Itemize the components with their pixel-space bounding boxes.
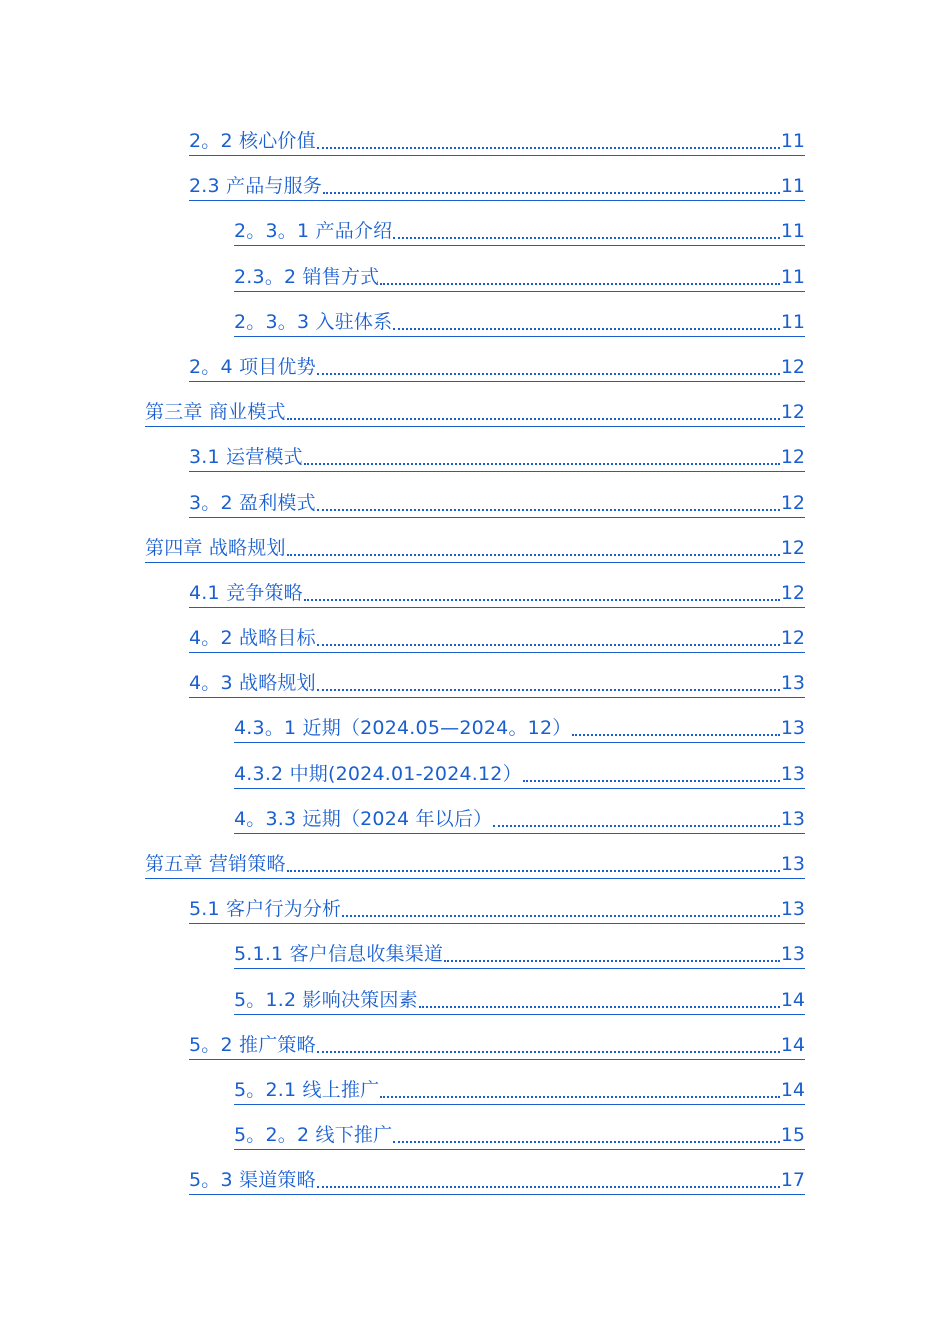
- toc-entry-title: 5。3 渠道策略: [189, 1169, 316, 1192]
- toc-entry-title: 2。4 项目优势: [189, 355, 316, 378]
- toc-dot-leader: [393, 1141, 780, 1143]
- toc-entry: [0, 1022, 950, 1067]
- toc-link[interactable]: [145, 534, 805, 563]
- toc-link[interactable]: [234, 1076, 805, 1105]
- toc-entry-title: 5。2。2 线下推广: [234, 1124, 393, 1147]
- toc-page-number: 12: [780, 355, 805, 378]
- toc-link[interactable]: [234, 308, 805, 337]
- toc-page-number: 13: [780, 672, 805, 695]
- toc-dot-leader: [342, 915, 780, 917]
- toc-page-number: 13: [780, 943, 805, 966]
- toc-entry: [0, 525, 950, 570]
- toc-entry: [0, 615, 950, 660]
- toc-entry-title: 第四章 战略规划: [145, 536, 286, 559]
- toc-page-number: 11: [780, 175, 805, 198]
- toc-entry: [0, 118, 950, 163]
- toc-entry-title: 2。3。1 产品介绍: [234, 220, 393, 243]
- toc-page-number: 13: [780, 853, 805, 875]
- toc-page-number: 14: [780, 1033, 805, 1056]
- toc-dot-leader: [393, 328, 780, 330]
- toc-entry: [0, 1067, 950, 1112]
- toc-dot-leader: [317, 644, 780, 646]
- toc-entry: [0, 1157, 950, 1202]
- toc-dot-leader: [323, 192, 780, 194]
- toc-entry-title: 5。2.1 线上推广: [234, 1078, 380, 1101]
- toc-link[interactable]: [234, 760, 805, 789]
- toc-link[interactable]: [234, 263, 805, 292]
- toc-page-number: 11: [780, 130, 805, 152]
- toc-entry: [0, 796, 950, 841]
- toc-dot-leader: [287, 554, 780, 556]
- toc-link[interactable]: [145, 398, 805, 427]
- toc-link[interactable]: [234, 714, 805, 743]
- toc-link[interactable]: [189, 1166, 805, 1195]
- toc-page-number: 12: [780, 491, 805, 514]
- toc-entry-title: 4.3。1 近期（2024.05—2024。12）: [234, 717, 572, 740]
- toc-entry-title: 4。3 战略规划: [189, 672, 316, 695]
- toc-dot-leader: [317, 1051, 780, 1053]
- toc-entry: [0, 163, 950, 208]
- toc-entry-title: 第五章 营销策略: [145, 853, 286, 875]
- toc-entry: [0, 931, 950, 976]
- toc-entry-title: 4。2 战略目标: [189, 627, 316, 650]
- toc-dot-leader: [317, 689, 780, 691]
- toc-entry-title: 5.1.1 客户信息收集渠道: [234, 943, 444, 966]
- toc-entry-title: 2.3 产品与服务: [189, 175, 323, 198]
- toc-entry-title: 2.3。2 销售方式: [234, 265, 380, 288]
- toc-dot-leader: [523, 780, 780, 782]
- toc-link[interactable]: [145, 850, 805, 879]
- toc-entry: [0, 660, 950, 705]
- toc-link[interactable]: [234, 1121, 805, 1150]
- toc-link[interactable]: [189, 172, 805, 201]
- toc-dot-leader: [317, 509, 780, 511]
- toc-entry-title: 3。2 盈利模式: [189, 491, 316, 514]
- toc-dot-leader: [572, 734, 779, 736]
- toc-page-number: 14: [780, 988, 805, 1011]
- toc-link[interactable]: [189, 895, 805, 924]
- toc-link[interactable]: [234, 940, 805, 969]
- toc-entry-title: 4.3.2 中期(2024.01-2024.12）: [234, 762, 522, 785]
- toc-page-number: 12: [780, 446, 805, 469]
- toc-dot-leader: [317, 147, 780, 149]
- toc-dot-leader: [419, 1006, 780, 1008]
- toc-entry: [0, 751, 950, 796]
- toc-entry: [0, 254, 950, 299]
- toc-link[interactable]: [189, 353, 805, 382]
- toc-entry: [0, 434, 950, 479]
- toc-link[interactable]: [189, 443, 805, 472]
- toc-entry: [0, 886, 950, 931]
- toc-page-number: 13: [780, 717, 805, 740]
- toc-entry-title: 3.1 运营模式: [189, 446, 303, 469]
- toc-entry-title: 5。2 推广策略: [189, 1033, 316, 1056]
- toc-entry-title: 5。1.2 影响决策因素: [234, 988, 418, 1011]
- toc-dot-leader: [380, 1096, 779, 1098]
- toc-link[interactable]: [234, 217, 805, 246]
- toc-dot-leader: [317, 373, 780, 375]
- toc-entry: [0, 389, 950, 434]
- toc-link[interactable]: [234, 805, 805, 834]
- toc-entry-title: 2。3。3 入驻体系: [234, 310, 393, 333]
- toc-dot-leader: [304, 599, 780, 601]
- table-of-contents: [0, 118, 950, 1203]
- toc-entry: [0, 1112, 950, 1157]
- toc-link[interactable]: [189, 579, 805, 608]
- toc-page-number: 17: [780, 1169, 805, 1192]
- toc-link[interactable]: [189, 669, 805, 698]
- toc-link[interactable]: [234, 986, 805, 1015]
- toc-dot-leader: [317, 1186, 780, 1188]
- toc-dot-leader: [287, 418, 780, 420]
- toc-entry-title: 5.1 客户行为分析: [189, 898, 342, 921]
- toc-dot-leader: [287, 870, 780, 872]
- toc-page-number: 12: [780, 536, 805, 559]
- toc-page-number: 15: [780, 1124, 805, 1147]
- toc-link[interactable]: [189, 489, 805, 518]
- toc-page-number: 12: [780, 581, 805, 604]
- toc-page-number: 14: [780, 1078, 805, 1101]
- toc-dot-leader: [380, 283, 779, 285]
- toc-entry: [0, 480, 950, 525]
- toc-page-number: 13: [780, 898, 805, 921]
- toc-entry: [0, 208, 950, 253]
- toc-link[interactable]: [189, 624, 805, 653]
- toc-entry: [0, 977, 950, 1022]
- toc-dot-leader: [444, 960, 780, 962]
- toc-page-number: 11: [780, 310, 805, 333]
- toc-entry: [0, 344, 950, 389]
- toc-page-number: 12: [780, 627, 805, 650]
- toc-dot-leader: [493, 825, 779, 827]
- toc-page-number: 13: [780, 762, 805, 785]
- toc-link[interactable]: [189, 1031, 805, 1060]
- toc-page-number: 13: [780, 807, 805, 830]
- toc-entry: [0, 705, 950, 750]
- toc-entry-title: 第三章 商业模式: [145, 401, 286, 424]
- toc-link[interactable]: [189, 127, 805, 156]
- toc-dot-leader: [393, 237, 780, 239]
- toc-page-number: 11: [780, 265, 805, 288]
- toc-entry-title: 4。3.3 远期（2024 年以后）: [234, 807, 493, 830]
- toc-entry: [0, 299, 950, 344]
- toc-page-number: 11: [780, 220, 805, 243]
- toc-entry: [0, 570, 950, 615]
- toc-entry-title: 2。2 核心价值: [189, 130, 316, 152]
- toc-dot-leader: [304, 463, 780, 465]
- toc-entry: [0, 841, 950, 886]
- toc-entry-title: 4.1 竞争策略: [189, 581, 303, 604]
- toc-page-number: 12: [780, 401, 805, 424]
